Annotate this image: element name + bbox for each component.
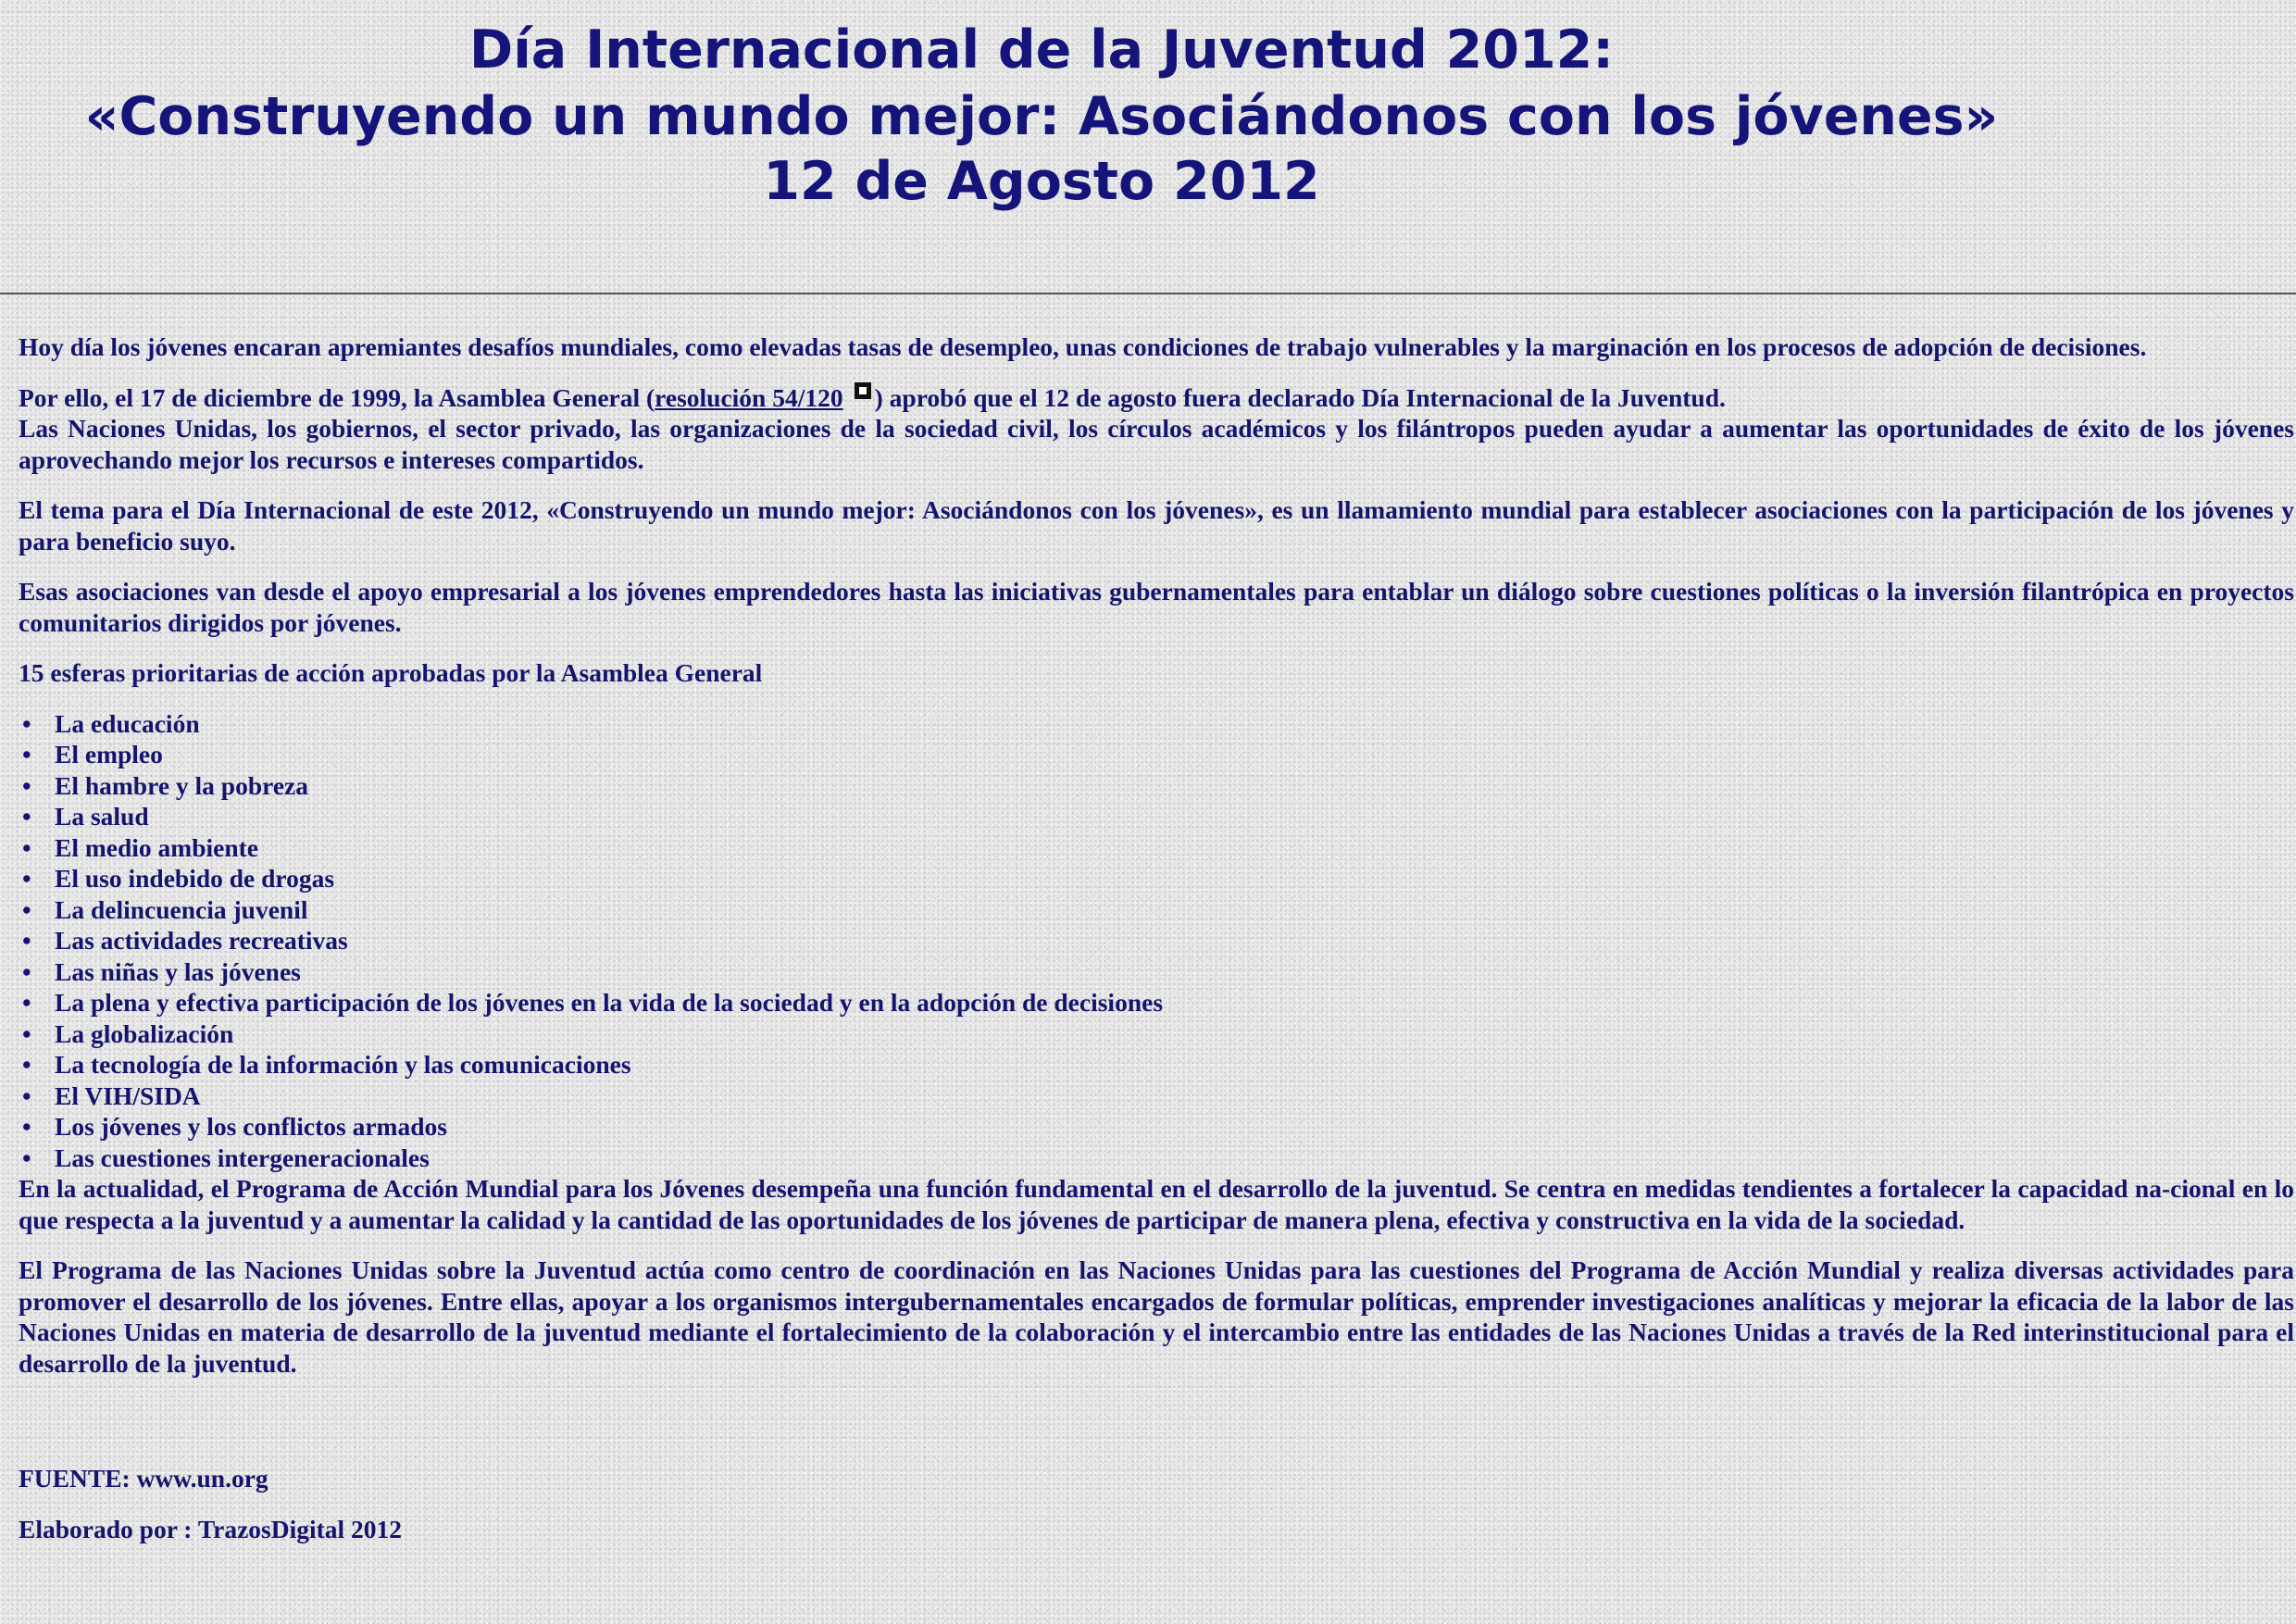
- page-theme-title: «Construyendo un mundo mejor: Asociándonos con los jóvenes»: [84, 86, 1999, 147]
- bullet-icon: •: [22, 1018, 31, 1048]
- list-item: • El uso indebido de drogas: [22, 864, 335, 893]
- bullet-icon: •: [22, 956, 31, 986]
- list-item: • Las actividades recreativas: [22, 926, 348, 955]
- bullet-icon: •: [22, 988, 31, 1017]
- page-header: [0, 0, 2296, 294]
- bullet-icon: •: [22, 894, 31, 924]
- list-item: • La tecnología de la información y las comunicaciones: [22, 1050, 631, 1079]
- external-link-icon[interactable]: [855, 382, 871, 399]
- bullet-icon: •: [22, 770, 31, 800]
- list-item: • El hambre y la pobreza: [22, 770, 308, 800]
- bullet-icon: •: [22, 1050, 31, 1079]
- resolution-paragraph: [19, 382, 2294, 476]
- bullet-icon: •: [22, 864, 31, 893]
- bullet-icon: •: [22, 1112, 31, 1141]
- source-line: FUENTE: www.un.org: [19, 1464, 268, 1493]
- resolution-text-before: Por ello, el 17 de diciembre de 1999, la Asamblea General (: [19, 382, 655, 412]
- list-item: • La plena y efectiva participación de los jóvenes en la vida de la sociedad y en la adopción de decisiones: [22, 988, 1164, 1017]
- resolution-text-after: ) aprobó que el 12 de agosto fuera declarado Día Internacional de la Juventud.: [874, 382, 1726, 412]
- list-item: • Las niñas y las jóvenes: [22, 956, 301, 986]
- bullet-icon: •: [22, 926, 31, 955]
- credit-line: Elaborado por : TrazosDigital 2012: [19, 1514, 403, 1543]
- list-item: • La salud: [22, 802, 149, 831]
- partnerships-paragraph: Esas asociaciones van desde el apoyo empresarial a los jóvenes emprendedores hasta las iniciativas gubernamentales para entablar un diálogo sobre cuestiones políticas o la inversión filantrópica en proyectos comunitarios dirigidos por jóvenes.: [19, 577, 2294, 637]
- spacer: [19, 1398, 2294, 1463]
- bullet-icon: •: [22, 1143, 31, 1172]
- theme-paragraph: El tema para el Día Internacional de este 2012, «Construyendo un mundo mejor: Asociándonos con los jóvenes», es un llamamiento mundial para establecer asociaciones con la participación de los jóvenes y para beneficio suyo.: [19, 495, 2294, 556]
- list-item: • El empleo: [22, 740, 163, 768]
- action-programme-paragraph: En la actualidad, el Programa de Acción Mundial para los Jóvenes desempeña una función fundamental en el desarrollo de la juventud. Se centra en medidas tendientes a fortalecer la capacidad na-cional en lo que respecta a la juventud y a aumentar la calidad y la cantidad de las oportunidades de los jóvenes de participar de manera plena, efectiva y constructiva en la vida de la sociedad.: [19, 1174, 2294, 1234]
- stakeholders-text: Las Naciones Unidas, los gobiernos, el sector privado, las organizaciones de la sociedad civil, los círculos académicos y los filántropos pueden ayudar a aumentar las oportunidades de éxito de los jóvenes aprovechando mejor los recursos e intereses compartidos.: [19, 414, 2294, 474]
- list-item: • El medio ambiente: [22, 832, 258, 862]
- list-item: • Las cuestiones intergeneracionales: [22, 1143, 430, 1172]
- list-item: • La delincuencia juvenil: [22, 894, 308, 924]
- list-item: • La globalización: [22, 1018, 234, 1048]
- list-item: • El VIH/SIDA: [22, 1081, 201, 1110]
- bullet-icon: •: [22, 1081, 31, 1110]
- intro-paragraph: Hoy día los jóvenes encaran apremiantes desafíos mundiales, como elevadas tasas de desempleo, unas condiciones de trabajo vulnerables y la marginación en los procesos de adopción de decisiones.: [19, 332, 2147, 361]
- bullet-icon: •: [22, 740, 31, 768]
- page-title: Día Internacional de la Juventud 2012:: [468, 19, 1615, 81]
- page-date: 12 de Agosto 2012: [763, 151, 1320, 212]
- main-content: [19, 331, 2294, 1564]
- list-item: • La educación: [22, 708, 200, 738]
- bullet-icon: •: [22, 832, 31, 862]
- bullet-icon: •: [22, 708, 31, 738]
- priority-areas-list: [19, 708, 2294, 1174]
- list-item: • Los jóvenes y los conflictos armados: [22, 1112, 447, 1141]
- resolution-link[interactable]: resolución 54/120: [655, 382, 843, 412]
- bullet-icon: •: [22, 802, 31, 831]
- priority-areas-heading: 15 esferas prioritarias de acción aprobadas por la Asamblea General: [19, 658, 763, 687]
- un-programme-paragraph: El Programa de las Naciones Unidas sobre la Juventud actúa como centro de coordinación en las Naciones Unidas para las cuestiones del Programa de Acción Mundial y realiza diversas actividades para promover el desarrollo de los jóvenes. Entre ellas, apoyar a los organismos intergubernamentales encargados de formular políticas, emprender investigaciones analíticas y mejorar la eficacia de la labor de las Naciones Unidas en materia de desarrollo de la juventud mediante el fortalecimiento de la colaboración y el intercambio entre las entidades de las Naciones Unidas a través de la Red interinstitucional para el desarrollo de la juventud.: [19, 1255, 2294, 1378]
